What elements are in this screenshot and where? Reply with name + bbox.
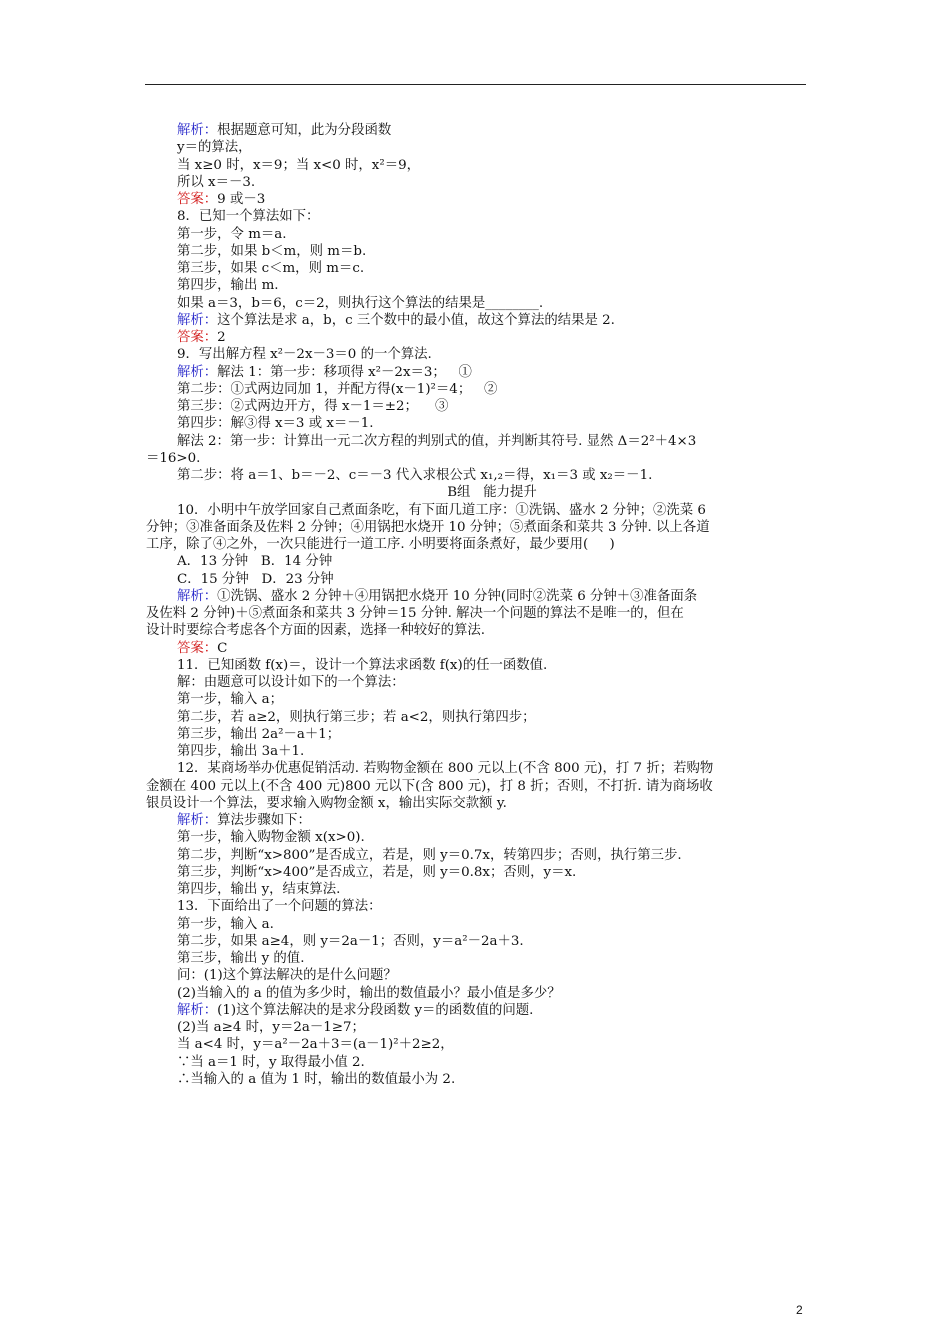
line-text: 第三步，输出 y 的值.	[177, 951, 305, 966]
line-text: 第四步：解③得 x＝3 或 x＝－1.	[177, 416, 374, 432]
text-line	[177, 674, 807, 691]
text-line	[177, 1036, 807, 1053]
line-text: 设计时要综合考虑各个方面的因素，选择一种较好的算法.	[146, 623, 486, 639]
text-line	[177, 312, 807, 329]
line-text: 问：(1)这个算法解决的是什么问题？	[177, 968, 397, 984]
text-line	[177, 122, 807, 139]
text-line	[177, 295, 807, 312]
line-text: 11．已知函数 f(x)＝，设计一个算法求函数 f(x)的任一函数值.	[177, 657, 548, 673]
text-line	[177, 657, 807, 674]
text-line	[177, 691, 807, 708]
text-line	[146, 622, 807, 639]
line-text: 2	[217, 330, 226, 345]
analysis-label: 解析：	[177, 364, 218, 380]
line-text: ①洗锅、盛水 2 分钟＋④用锅把水烧开 10 分钟(同时②洗菜 6 分钟＋③准备面条	[217, 588, 698, 604]
answer-label: 答案：	[177, 640, 218, 656]
line-text: (2)当输入的 a 的值为多少时，输出的数值最小？最小值是多少？	[177, 985, 561, 1001]
text-line	[177, 1019, 807, 1036]
text-line	[177, 174, 807, 191]
line-text: 第四步，输出 m.	[177, 278, 279, 294]
line-text: 第四步，输出 3a＋1.	[177, 744, 305, 759]
text-line	[177, 898, 807, 915]
line-text: 第一步，输入 a.	[177, 916, 274, 932]
line-text: ∵当 a＝1 时，y 取得最小值 2.	[177, 1054, 365, 1070]
text-line	[146, 536, 807, 553]
text-line	[177, 709, 807, 726]
line-text: 银员设计一个算法，要求输入购物金额 x，输出实际交款额 y.	[146, 795, 507, 811]
text-line	[177, 260, 807, 277]
line-text: ＝16>0.	[146, 450, 201, 466]
line-text: 解法 2：第一步：计算出一元二次方程的判别式的值，并判断其符号. 显然 Δ＝2²＋4×3	[177, 433, 697, 449]
line-text: 12．某商场举办优惠促销活动. 若购物金额在 800 元以上(不含 800 元)，打 7 折；若购物	[177, 761, 714, 777]
line-text: 10．小明中午放学回家自己煮面条吃，有下面几道工序：①洗锅、盛水 2 分钟；②洗菜 6	[177, 502, 706, 518]
analysis-label: 解析：	[177, 813, 218, 828]
line-text: 第二步，如果 a≥4，则 y＝2a－1；否则，y＝a²－2a＋3.	[177, 933, 524, 949]
line-text: 工序，除了④之外，一次只能进行一道工序. 小明要将面条煮好，最少要用( )	[146, 537, 615, 552]
text-line	[177, 467, 807, 484]
line-text: 分钟；③准备面条及佐料 2 分钟；④用锅把水烧开 10 分钟；⑤煮面条和菜共 3 分钟. 以上各道	[146, 519, 710, 535]
line-text: 算法步骤如下：	[217, 813, 311, 828]
text-line	[177, 502, 807, 519]
text-line	[177, 208, 807, 225]
line-text: B组 能力提升	[447, 485, 537, 501]
line-text: 根据题意可知，此为分段函数	[217, 123, 392, 138]
text-line	[177, 588, 807, 605]
text-line	[177, 139, 807, 156]
line-text: (1)这个算法解决的是求分段函数 y＝的函数值的问题.	[217, 1002, 534, 1018]
text-line	[177, 967, 807, 984]
analysis-label: 解析：	[177, 312, 218, 328]
text-line	[177, 1071, 807, 1088]
line-text: 及佐料 2 分钟)＋⑤煮面条和菜共 3 分钟＝15 分钟. 解决一个问题的算法不是唯一的，但在	[146, 606, 684, 621]
text-line	[177, 726, 807, 743]
line-text: 第一步，输入 a；	[177, 692, 283, 708]
line-text: 第三步，输出 2a²－a＋1；	[177, 726, 341, 742]
page-number: 2	[796, 1303, 803, 1317]
text-line	[177, 950, 807, 967]
text-line	[146, 450, 807, 467]
text-line	[177, 157, 807, 174]
line-text: ∴当输入的 a 值为 1 时，输出的数值最小为 2.	[177, 1071, 456, 1087]
text-line	[146, 795, 807, 812]
text-line	[177, 933, 807, 950]
document-body	[146, 122, 807, 1088]
text-line	[146, 519, 807, 536]
text-line	[177, 381, 807, 398]
line-text: 第三步，判断“x>400”是否成立，若是，则 y＝0.8x；否则，y＝x.	[177, 864, 577, 880]
text-line	[177, 847, 807, 864]
line-text: 金额在 400 元以上(不含 400 元)800 元以下(含 800 元)，打 8 折；否则，不打折. 请为商场收	[146, 778, 713, 794]
line-text: 这个算法是求 a，b，c 三个数中的最小值，故这个算法的结果是 2.	[217, 312, 615, 328]
line-text: 所以 x＝－3.	[177, 174, 256, 190]
text-line	[177, 346, 807, 363]
line-text: 9 或－3	[217, 192, 266, 207]
line-text: 8．已知一个算法如下：	[177, 209, 320, 225]
analysis-label: 解析：	[177, 1002, 218, 1018]
line-text: 如果 a＝3，b＝6，c＝2，则执行这个算法的结果是________.	[177, 295, 544, 311]
text-line	[177, 415, 807, 432]
text-line	[177, 191, 807, 208]
line-text: 第二步，若 a≥2，则执行第三步；若 a<2，则执行第四步；	[177, 709, 536, 725]
line-text: 解法 1：第一步：移项得 x²－2x＝3； ①	[217, 364, 472, 380]
text-line	[177, 743, 807, 760]
text-line	[177, 433, 807, 450]
analysis-label: 解析：	[177, 588, 218, 604]
line-text: 第二步：①式两边同加 1，并配方得(x－1)²＝4； ②	[177, 381, 498, 397]
line-text: 当 x≥0 时，x＝9；当 x<0 时，x²＝9，	[177, 157, 421, 173]
text-line	[177, 364, 807, 381]
text-line	[177, 277, 807, 294]
text-line	[177, 812, 807, 829]
line-text: 第三步：②式两边开方，得 x－1＝±2； ③	[177, 399, 449, 414]
text-line	[177, 881, 807, 898]
answer-label: 答案：	[177, 330, 218, 345]
text-line	[146, 605, 807, 622]
text-line	[177, 398, 807, 415]
line-text: 9．写出解方程 x²－2x－3＝0 的一个算法.	[177, 347, 432, 363]
text-line	[177, 1002, 807, 1019]
text-line	[177, 329, 807, 346]
text-line	[177, 243, 807, 260]
text-line	[177, 760, 807, 777]
line-text: 第一步，输入购物金额 x(x>0).	[177, 830, 365, 846]
text-line	[177, 553, 807, 570]
text-line	[146, 778, 807, 795]
line-text: 当 a<4 时，y＝a²－2a＋3＝(a－1)²＋2≥2，	[177, 1037, 454, 1053]
line-text: (2)当 a≥4 时，y＝2a－1≥7；	[177, 1020, 365, 1035]
text-line	[177, 1054, 807, 1071]
header-rule	[145, 84, 806, 85]
line-text: 13．下面给出了一个问题的算法：	[177, 899, 382, 915]
analysis-label: 解析：	[177, 123, 218, 138]
text-line	[177, 829, 807, 846]
text-line	[177, 226, 807, 243]
line-text: 第二步，如果 b＜m，则 m＝b.	[177, 243, 367, 259]
section-heading	[177, 484, 807, 501]
line-text: 第二步：将 a＝1、b＝－2、c＝－3 代入求根公式 x₁,₂＝得，x₁＝3 或 x₂＝－1.	[177, 468, 653, 483]
text-line	[177, 571, 807, 588]
line-text: A．13 分钟 B．14 分钟	[177, 554, 333, 570]
line-text: C	[217, 640, 228, 656]
text-line	[177, 916, 807, 933]
line-text: 解：由题意可以设计如下的一个算法：	[177, 675, 405, 690]
text-line	[177, 640, 807, 657]
line-text: 第三步，如果 c＜m，则 m＝c.	[177, 261, 365, 276]
line-text: 第二步，判断“x>800”是否成立，若是，则 y＝0.7x，转第四步；否则，执行第三步.	[177, 847, 682, 863]
answer-label: 答案：	[177, 192, 218, 207]
text-line	[177, 864, 807, 881]
line-text: 第四步，输出 y，结束算法.	[177, 882, 341, 897]
line-text: C．15 分钟 D．23 分钟	[177, 571, 334, 587]
text-line	[177, 985, 807, 1002]
line-text: 第一步，令 m＝a.	[177, 226, 287, 242]
line-text: y＝的算法，	[177, 140, 252, 156]
